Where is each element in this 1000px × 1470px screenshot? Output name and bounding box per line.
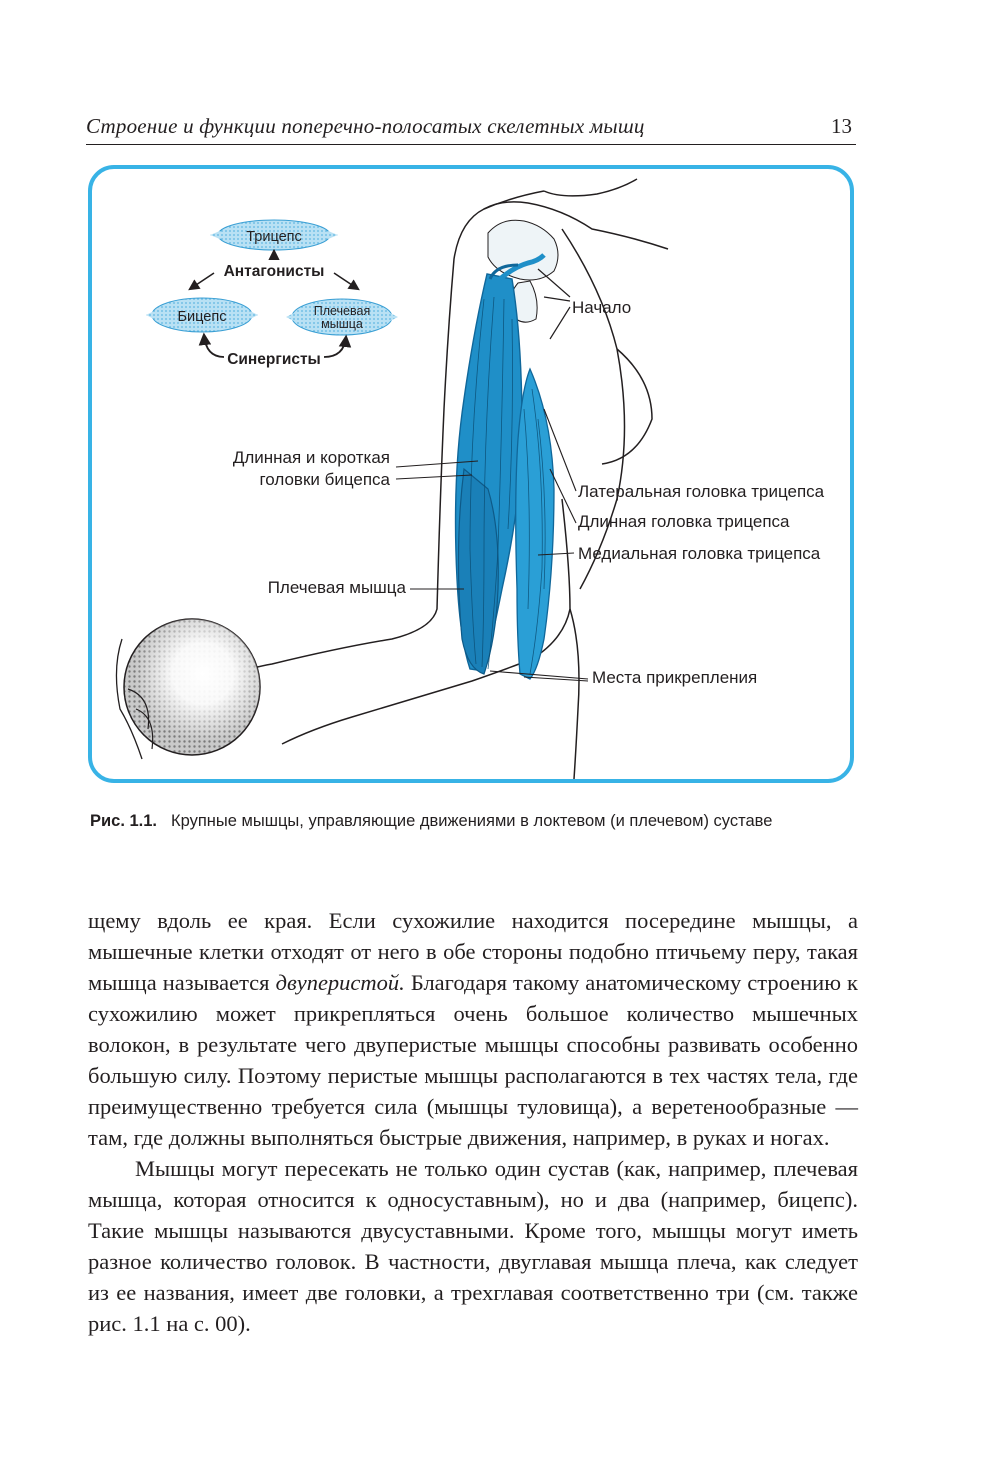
triceps-long-label: Длинная головка трицепса xyxy=(578,512,790,531)
biceps-label: Бицепс xyxy=(177,309,227,325)
antagonists-arrow-left xyxy=(190,273,214,289)
antagonists-arrow-right xyxy=(334,273,358,289)
biceps-heads-label-line1: Длинная и короткая xyxy=(232,448,390,467)
synergists-arrow-left xyxy=(204,335,224,357)
ball-illustration xyxy=(116,619,260,759)
muscles xyxy=(456,255,554,679)
triceps-lateral-label: Латеральная головка трицепса xyxy=(578,482,825,501)
running-header xyxy=(86,112,856,145)
origin-label: Начало xyxy=(572,298,632,317)
triceps-label: Трицепс xyxy=(246,229,302,245)
brachialis-label: Плечевая мышца xyxy=(267,578,406,597)
triceps-medial-label: Медиальная головка трицепса xyxy=(578,544,821,563)
paragraph-1-term: двуперистой. xyxy=(275,970,405,995)
triceps-muscle xyxy=(516,369,554,679)
antagonists-label: Антагонисты xyxy=(223,263,325,280)
paragraph-2: Мышцы могут пересекать не только один сустав (как, например, плечевая мышца, которая относится к односуставным), но и два (например, бицепс). Такие мышцы называются двусуставными. Кроме того, мышцы могут иметь разное количество головок. В частности, двуглавая мышца плеча, как следует из ее названия, имеет две головки, а трехглавая соответственно три (см. также рис. 1.1 на с. 00). xyxy=(88,1156,858,1336)
figure-caption xyxy=(90,812,860,831)
insertion-label: Места прикрепления xyxy=(592,668,758,687)
brachialis-label-line2: мышца xyxy=(321,317,363,331)
synergists-arrow-right xyxy=(324,337,346,357)
brachialis-label-line1: Плечевая xyxy=(313,304,371,318)
figure-caption-number: Рис. 1.1. xyxy=(90,812,158,830)
biceps-heads-label-line2: головки бицепса xyxy=(259,470,390,489)
figure-illustration xyxy=(92,169,854,783)
running-title: Строение и функции поперечно-полосатых скелетных мышц xyxy=(86,114,645,138)
synergists-label: Синергисты xyxy=(227,351,321,368)
figure-caption-text: Крупные мышцы, управляющие движениями в локтевом (и плечевом) суставе xyxy=(171,812,773,830)
figure-frame xyxy=(88,165,854,783)
body-text xyxy=(88,905,858,1339)
paragraph-1-part-2: Благодаря такому анатомическому строению к сухожилию может прикрепляться очень большое количество мышечных волокон, в результате чего двуперистые мышцы способны развивать особенно большую силу. Поэтому перистые мышцы располагаются в тех частях тела, где преимущественно требуется сила (мышцы туловища), а веретенообразные — там, где должны выполняться быстрые движения, например, в руках и ногах. xyxy=(88,970,858,1150)
insertion-leader-lines xyxy=(490,671,588,681)
paragraph-1 xyxy=(88,905,858,1153)
paragraph-1-part-1: щему вдоль ее края. Если сухожилие находится посередине мышцы, а мышечные клетки отходят от него в обе стороны подобно птичьему перу, такая мышца называется xyxy=(88,908,858,995)
origin-leader-lines xyxy=(538,269,570,339)
muscle-relationship-diagram xyxy=(146,220,398,368)
page-number: 13 xyxy=(831,114,852,138)
